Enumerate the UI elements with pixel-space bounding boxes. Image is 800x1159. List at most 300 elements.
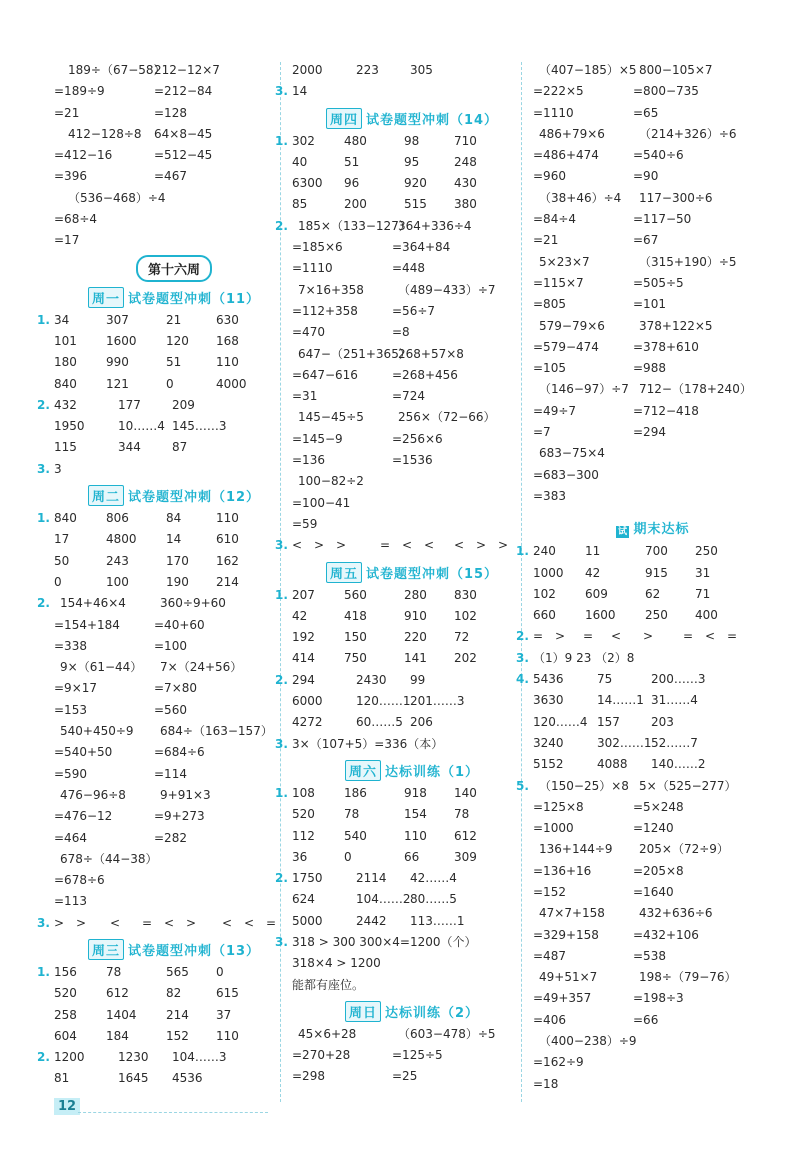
calc-step: =112+358 [292, 303, 358, 318]
answer-value: 207 [292, 587, 315, 602]
answer-value: 145……3 [172, 419, 227, 434]
answer-value: 206 [410, 715, 433, 730]
calc-step: =7 [533, 425, 551, 440]
answer-column-1 [37, 60, 294, 1090]
answer-value: 203 [651, 714, 674, 729]
answer-row [54, 352, 294, 373]
answer-value: 121 [106, 376, 129, 391]
answer-value: 201……3 [410, 694, 465, 709]
answer-value: 615 [216, 986, 239, 1001]
question-number: 3. [275, 736, 288, 751]
answer-row [275, 868, 532, 889]
calc-step: =49÷7 [533, 403, 577, 418]
calc-step: 256×（72−66） [398, 410, 496, 425]
answer-value: 520 [292, 807, 315, 822]
calc-step: 486+79×6 [539, 126, 605, 141]
answer-value: 1404 [106, 1007, 137, 1022]
compare-symbol: < [244, 915, 255, 930]
calc-step: =298 [292, 1069, 325, 1084]
question-number: 5. [516, 778, 529, 793]
section-label [88, 939, 260, 960]
section-tue [37, 480, 294, 934]
calc-step: =270+28 [292, 1048, 351, 1063]
answer-value: 418 [344, 608, 367, 623]
calc-step: =115×7 [533, 275, 584, 290]
calc-step: =1000 [533, 821, 574, 836]
calc-block [54, 60, 294, 252]
section-title: 试卷题型冲刺（11） [127, 291, 261, 307]
calc-step: 579−79×6 [539, 318, 605, 333]
section-title: 期末达标 [633, 522, 690, 538]
calc-row [533, 1010, 773, 1031]
answer-value: 78 [344, 807, 360, 822]
day-tag: 周二 [88, 485, 124, 506]
answer-value: 280 [404, 587, 427, 602]
answer-value: 520 [54, 986, 77, 1001]
answer-value: 250 [645, 608, 668, 623]
answer-value: 87 [172, 440, 188, 455]
answer-row [292, 826, 532, 847]
calc-row [54, 166, 294, 187]
calc-step: =684÷6 [154, 745, 205, 760]
answer-value: 6000 [292, 694, 323, 709]
calc-step: =1240 [633, 821, 674, 836]
calc-row [533, 209, 773, 230]
answer-value: 120……4 [533, 714, 588, 729]
calc-row [292, 237, 532, 258]
answer-row [54, 1026, 294, 1047]
answer-row [516, 541, 773, 562]
calc-row [292, 322, 532, 343]
calc-step: 64×8−45 [154, 126, 213, 141]
answer-value: 750 [344, 651, 367, 666]
answer-value: 307 [106, 312, 129, 327]
answer-value: 190 [166, 574, 189, 589]
answer-value: 610 [216, 532, 239, 547]
calc-step: 800−105×7 [639, 63, 713, 77]
calc-step: 145−45÷5 [298, 410, 364, 425]
calc-step: （38+46）÷4 [539, 190, 622, 205]
calc-step: =486+474 [533, 148, 599, 163]
answer-row [533, 605, 773, 626]
section-title: 试卷题型冲刺（13） [127, 943, 261, 959]
calc-step: 9×（61−44） [60, 660, 143, 675]
calc-step: =467 [154, 169, 187, 184]
answer-value: 302……1 [597, 735, 652, 750]
question-number: 1. [37, 511, 50, 526]
day-tag: 周三 [88, 939, 124, 960]
compare-row [37, 913, 294, 934]
calc-row [533, 486, 773, 507]
answer-value: 101 [54, 333, 77, 348]
calc-step: =383 [533, 488, 566, 503]
section-heading [54, 934, 294, 962]
calc-step: =805 [533, 297, 566, 312]
calc-step: 712−（178+240） [639, 382, 752, 397]
calc-step: =101 [633, 297, 666, 312]
section-heading [54, 282, 294, 310]
answer-value: 250 [695, 544, 718, 559]
calc-step: （489−433）÷7 [398, 282, 496, 297]
section-heading [292, 996, 532, 1024]
calc-row [292, 1066, 532, 1087]
section-heading [533, 513, 773, 541]
calc-step: =9+273 [154, 809, 205, 824]
calc-row [54, 145, 294, 166]
answer-value: 830 [454, 587, 477, 602]
question-number: 1. [516, 544, 529, 559]
question-number: 2. [275, 218, 288, 233]
answer-value: 2442 [356, 913, 387, 928]
answer-value: 52……7 [651, 735, 698, 750]
answer-value: 2430 [356, 672, 387, 687]
compare-symbol: > [476, 538, 487, 553]
answer-value: 0 [166, 376, 174, 391]
calc-step: =406 [533, 1012, 566, 1027]
calc-row [54, 870, 294, 891]
answer-value: 17 [54, 532, 70, 547]
calc-row [533, 422, 773, 443]
day-tag: 周四 [326, 108, 362, 129]
calc-row [275, 216, 532, 237]
calc-row [54, 891, 294, 912]
section-heading [292, 103, 532, 131]
compare-row [516, 626, 773, 647]
answer-row [275, 131, 532, 152]
answer-value: 910 [404, 608, 427, 623]
calc-step: =68÷4 [54, 212, 98, 227]
section-thu [275, 103, 532, 557]
calc-row [54, 742, 294, 763]
calc-step: =154+184 [54, 617, 120, 632]
answer-value: 50 [54, 553, 70, 568]
calc-step: =294 [633, 425, 666, 440]
compare-symbol: > [76, 915, 87, 930]
calc-step: 212−12×7 [154, 63, 220, 77]
compare-symbol: > [336, 538, 347, 553]
answer-value: 0 [216, 964, 224, 979]
answer-value: 14 [166, 532, 182, 547]
answer-value: 258 [54, 1007, 77, 1022]
answer-value: 80……5 [410, 892, 457, 907]
answer-value: 82 [166, 986, 182, 1001]
answer-value: 120 [166, 333, 189, 348]
calc-step: =222×5 [533, 84, 584, 99]
answer-value: 110 [216, 1028, 239, 1043]
calc-step: =59 [292, 516, 318, 531]
calc-step: 47×7+158 [539, 906, 605, 921]
calc-row [533, 882, 773, 903]
calc-step: =136 [292, 453, 325, 468]
calc-row [54, 636, 294, 657]
day-tag: 周一 [88, 287, 124, 308]
answer-value: 42……4 [410, 871, 457, 886]
answer-row [533, 690, 773, 711]
answer-column-3 [516, 60, 773, 1095]
calc-row [533, 166, 773, 187]
calc-step: =678÷6 [54, 873, 105, 888]
calc-step: =712−418 [633, 403, 699, 418]
answer-value: 31 [695, 565, 711, 580]
calc-step: 7×16+358 [298, 282, 364, 297]
calc-step: =1110 [292, 261, 333, 276]
calc-step: （400−238）÷9 [539, 1034, 637, 1049]
question-number: 2. [37, 397, 50, 412]
answer-value: 1750 [292, 871, 323, 886]
calc-step: =512−45 [154, 148, 213, 163]
answer-row [533, 754, 773, 775]
answer-line [275, 932, 532, 953]
answer-value: 51 [166, 355, 182, 370]
answer-value: 1600 [585, 608, 616, 623]
section-title: 达标训练（1） [384, 764, 480, 780]
answer-value: 84 [166, 511, 182, 526]
calc-step: =282 [154, 830, 187, 845]
answer-row [292, 627, 532, 648]
answer-value: 96 [344, 176, 360, 191]
calc-step: 45×6+28 [298, 1026, 357, 1041]
answer-value: 414 [292, 651, 315, 666]
calc-step: （536−468）÷4 [68, 190, 166, 205]
calc-row [533, 1031, 773, 1052]
calc-step: =21 [54, 105, 80, 120]
calc-row [54, 806, 294, 827]
calc-row [292, 301, 532, 322]
calc-step: =378+610 [633, 339, 699, 354]
calc-step: =162÷9 [533, 1055, 584, 1070]
answer-value: 920 [404, 176, 427, 191]
answer-value: 4536 [172, 1071, 203, 1086]
answer-row [292, 911, 532, 932]
calc-step: =5×248 [633, 799, 684, 814]
answer-value: 104……2 [356, 892, 411, 907]
calc-step: =448 [392, 261, 425, 276]
answer-value: 4088 [597, 757, 628, 772]
calc-step: =487 [533, 948, 566, 963]
answer-value: 154 [404, 807, 427, 822]
calc-step: 5×（525−277） [639, 778, 737, 793]
calc-row [533, 316, 773, 337]
calc-step: 9+91×3 [160, 787, 211, 802]
question-number: 3. [275, 538, 288, 553]
compare-symbol: = [142, 915, 153, 930]
section-heading [54, 480, 294, 508]
compare-symbol: = [727, 629, 738, 644]
calc-row [54, 849, 294, 870]
calc-step: =1110 [533, 105, 574, 120]
answer-value: 4800 [106, 532, 137, 547]
answer-text: 14 [292, 84, 308, 99]
calc-step: =152 [533, 884, 566, 899]
answer-value: 110 [216, 511, 239, 526]
question-number: 1. [37, 964, 50, 979]
answer-value: 840 [54, 376, 77, 391]
answer-row [292, 691, 532, 712]
calc-step: （150−25）×8 [539, 778, 629, 793]
calc-step: =18 [533, 1076, 559, 1091]
answer-value: 51 [344, 154, 360, 169]
calc-row [54, 60, 294, 81]
calc-row [533, 294, 773, 315]
answer-value: 102 [533, 586, 556, 601]
answer-row [54, 437, 294, 458]
week-title: 第十六周 [136, 255, 212, 282]
calc-row [54, 678, 294, 699]
calc-step: =100−41 [292, 495, 351, 510]
answer-value: 14……1 [597, 693, 644, 708]
answer-value: 660 [533, 608, 556, 623]
compare-symbol: > [555, 629, 566, 644]
answer-line [275, 81, 532, 102]
section-label [326, 562, 498, 583]
section-label [345, 1001, 479, 1022]
answer-row [275, 585, 532, 606]
answer-value: 214 [216, 574, 239, 589]
answer-value: 380 [454, 197, 477, 212]
question-number: 4. [516, 672, 529, 687]
calc-step: 268+57×8 [398, 346, 464, 361]
question-number: 3. [275, 934, 288, 949]
answer-line [37, 459, 294, 480]
answer-value: 840 [54, 511, 77, 526]
answer-value: 177 [118, 397, 141, 412]
calc-row [533, 337, 773, 358]
answer-row [37, 1047, 294, 1068]
answer-value: 85 [292, 197, 308, 212]
answer-value: 630 [216, 312, 239, 327]
week-heading [54, 252, 294, 282]
question-number: 1. [275, 785, 288, 800]
answer-value: 4000 [216, 376, 247, 391]
calc-step: 412−128÷8 [68, 126, 142, 141]
calc-step: =90 [633, 169, 659, 184]
calc-row [533, 230, 773, 251]
calc-row [54, 615, 294, 636]
answer-value: 1200 [54, 1050, 85, 1065]
answer-value: 480 [344, 133, 367, 148]
answer-value: 604 [54, 1028, 77, 1043]
answer-text: 3×（107+5）=336（本） [292, 736, 444, 751]
answer-row [292, 173, 532, 194]
calc-step: =960 [533, 169, 566, 184]
answer-row [37, 310, 294, 331]
calc-row [292, 365, 532, 386]
calc-step: 678÷（44−38） [60, 851, 158, 866]
calc-step: =432+106 [633, 927, 699, 942]
answer-value: 81 [54, 1071, 70, 1086]
answer-value: 60……5 [356, 715, 403, 730]
calc-step: =117−50 [633, 212, 692, 227]
answer-value: 6300 [292, 176, 323, 191]
answer-value: 1645 [118, 1071, 149, 1086]
calc-step: =1640 [633, 884, 674, 899]
answer-row [292, 847, 532, 868]
calc-row [54, 124, 294, 145]
answer-value: 612 [454, 828, 477, 843]
answer-value: 4272 [292, 715, 323, 730]
answer-value: 34 [54, 312, 70, 327]
answer-value: 170 [166, 553, 189, 568]
answer-value: 915 [645, 565, 668, 580]
answer-value: 62 [645, 586, 661, 601]
answer-value: 0 [54, 574, 62, 589]
compare-symbol: = [533, 629, 544, 644]
calc-step: 432+636÷6 [639, 906, 713, 921]
day-tag: 周六 [345, 760, 381, 781]
answer-text: 318 > 300 300×4=1200（个） [292, 934, 477, 949]
calc-step: 476−96÷8 [60, 787, 126, 802]
calc-step: =590 [54, 766, 87, 781]
calc-step: =136+16 [533, 863, 592, 878]
calc-row [533, 358, 773, 379]
calc-row [516, 776, 773, 797]
answer-line [275, 734, 532, 755]
calc-step: 49+51×7 [539, 970, 598, 985]
answer-value: 184 [106, 1028, 129, 1043]
answer-value: 214 [166, 1007, 189, 1022]
answer-row [275, 670, 532, 691]
calc-row [533, 839, 773, 860]
answer-value: 2000 [292, 63, 323, 77]
answer-value: 120……1 [356, 694, 411, 709]
answer-value: 78 [454, 807, 470, 822]
calc-row [533, 188, 773, 209]
page-number: 12 [54, 1098, 80, 1115]
calc-row [54, 700, 294, 721]
calc-row [533, 818, 773, 839]
answer-value: 102 [454, 608, 477, 623]
section-fri [275, 557, 532, 755]
calc-step: =476−12 [54, 809, 113, 824]
answer-row [292, 60, 532, 81]
calc-row [533, 252, 773, 273]
answer-value: 71 [695, 586, 711, 601]
answer-value: 156 [54, 964, 77, 979]
answer-line [516, 648, 773, 669]
answer-value: 152 [166, 1028, 189, 1043]
calc-row [54, 764, 294, 785]
calc-row [533, 103, 773, 124]
calc-step: 205×（72÷9） [639, 842, 729, 857]
answer-value: 110 [404, 828, 427, 843]
answer-value: 10……4 [118, 419, 165, 434]
answer-value: 432 [54, 397, 77, 412]
calc-step: =540+50 [54, 745, 113, 760]
answer-row [54, 374, 294, 395]
answer-value: 918 [404, 785, 427, 800]
answer-row [37, 508, 294, 529]
answer-value: 565 [166, 964, 189, 979]
calc-step: 684÷（163−157） [160, 724, 273, 739]
calc-row [533, 273, 773, 294]
answer-value: 700 [645, 544, 668, 559]
calc-step: 540+450÷9 [60, 724, 134, 739]
compare-symbol: = [380, 538, 391, 553]
compare-symbol: < [222, 915, 233, 930]
calc-step: =17 [54, 233, 80, 248]
compare-symbol: > [643, 629, 654, 644]
compare-symbol: = [266, 915, 277, 930]
calc-block [533, 60, 773, 507]
answer-row [292, 194, 532, 215]
calc-row [533, 967, 773, 988]
exam-icon: 试 [617, 527, 628, 538]
section-label [326, 108, 498, 129]
section-mon [37, 282, 294, 480]
answer-value: 240 [533, 544, 556, 559]
answer-row [533, 563, 773, 584]
calc-row [533, 81, 773, 102]
